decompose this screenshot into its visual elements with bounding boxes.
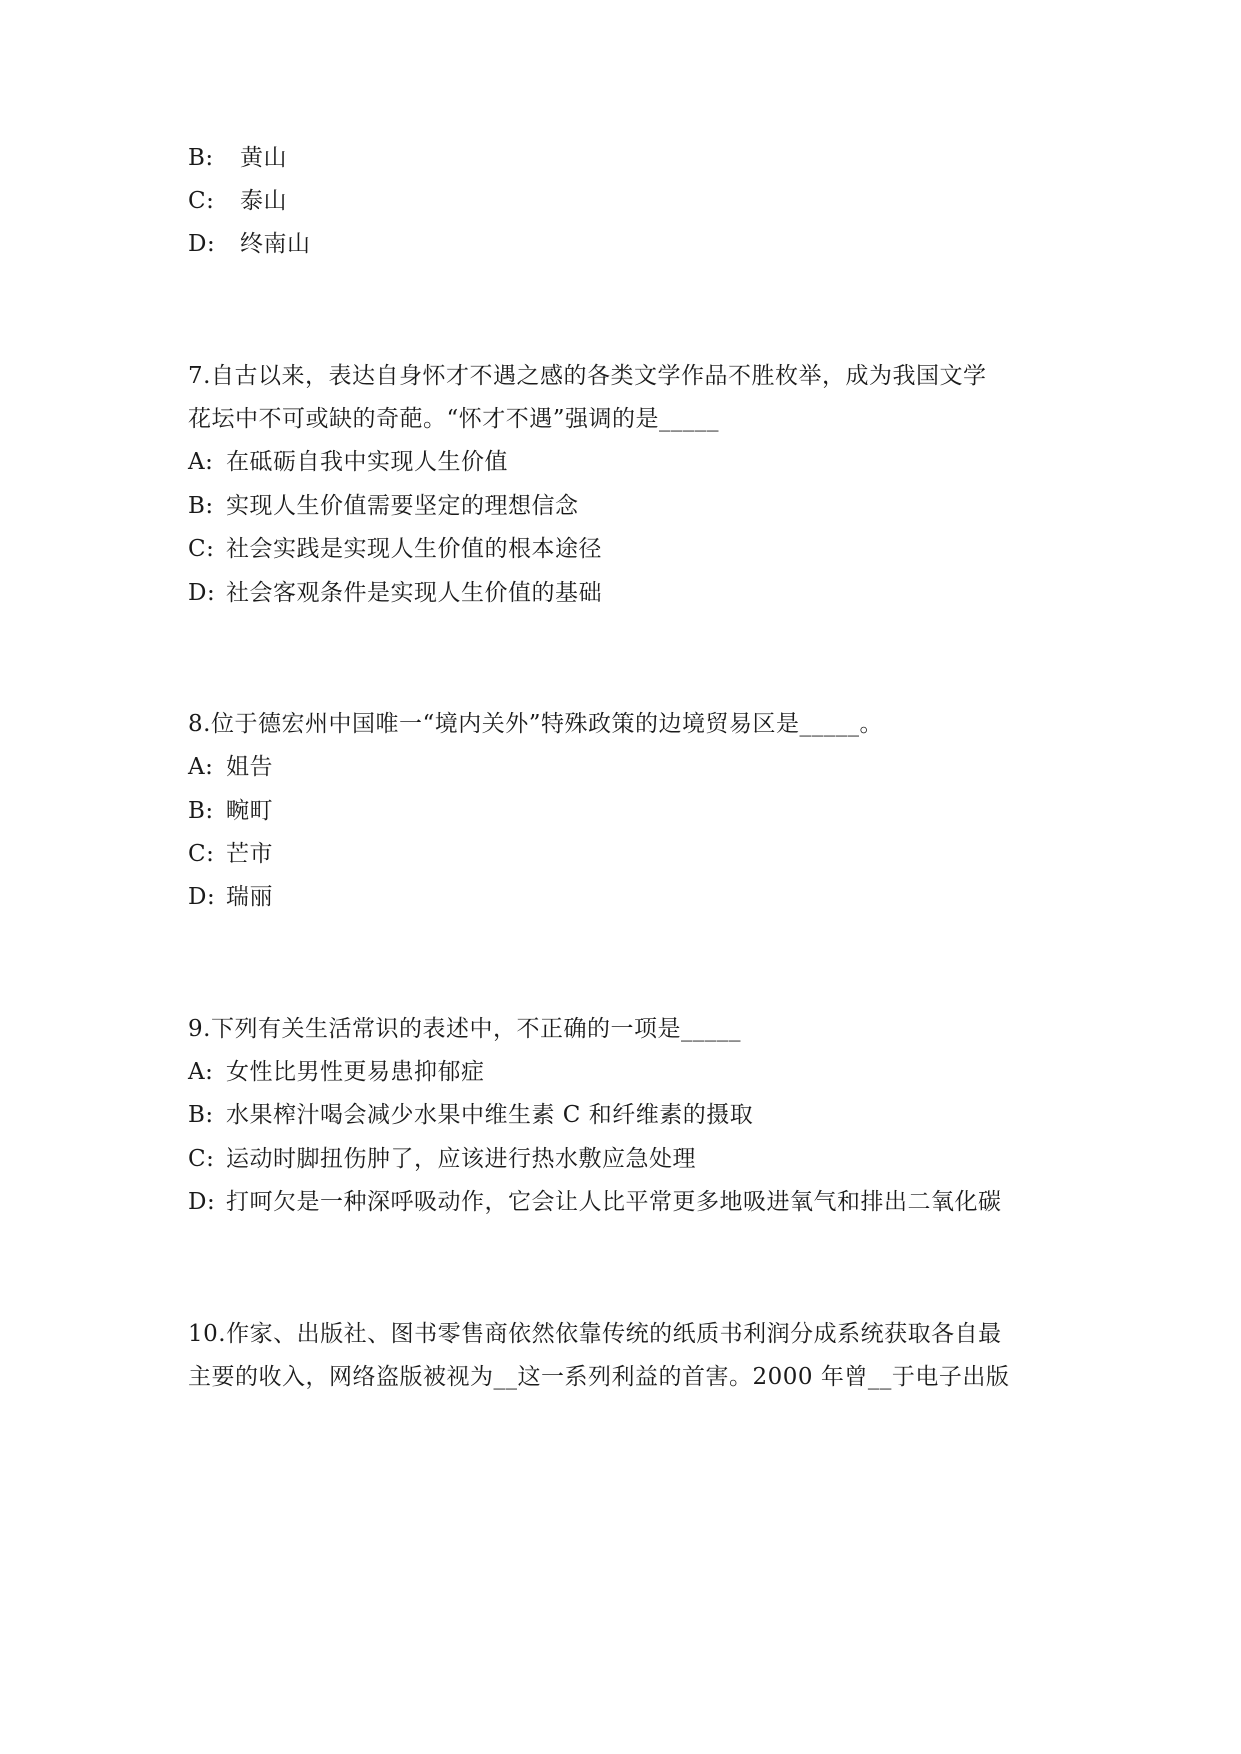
option-label: C: [188,1146,215,1172]
option-text: 泰山 [240,188,287,214]
q9-option-a [188,1057,485,1087]
option-label: D: [188,1189,216,1215]
option-label: B: [188,145,214,171]
option-text: 芒市 [226,841,273,867]
option-text: 实现人生价值需要坚定的理想信念 [226,493,579,519]
option-label: C: [188,841,215,867]
q6-option-d [188,229,311,259]
option-label: D: [188,884,216,910]
option-text: 姐告 [226,754,273,780]
option-label: C: [188,188,215,214]
q9-stem-line1: 9.下列有关生活常识的表述中，不正确的一项是_____ [188,1016,741,1042]
option-label: A: [188,1059,214,1085]
option-text: 在砥砺自我中实现人生价值 [226,449,508,475]
option-text: 瑞丽 [226,884,273,910]
q9-option-b [188,1100,753,1130]
q7-option-b [188,491,579,521]
q7-option-a [188,447,508,477]
q9-option-d [188,1187,1002,1217]
q9-option-c [188,1144,696,1174]
option-text: 社会客观条件是实现人生价值的基础 [226,580,602,606]
option-text: 运动时脚扭伤肿了，应该进行热水敷应急处理 [226,1146,696,1172]
q10-stem-line2: 主要的收入，网络盗版被视为__这一系列利益的首害。2000 年曾__于电子出版 [188,1364,1010,1390]
option-text: 打呵欠是一种深呼吸动作，它会让人比平常更多地吸进氧气和排出二氧化碳 [226,1189,1002,1215]
option-text: 黄山 [240,145,287,171]
option-label: D: [188,231,216,257]
option-label: C: [188,536,215,562]
q6-option-b [188,143,287,173]
q7-stem-line2: 花坛中不可或缺的奇葩。“怀才不遇”强调的是_____ [188,406,720,432]
q8-option-d [188,882,273,912]
option-label: D: [188,580,216,606]
q7-option-d [188,578,602,608]
q10-stem-line1: 10.作家、出版社、图书零售商依然依靠传统的纸质书利润分成系统获取各自最 [188,1321,1002,1347]
q8-stem-line1: 8.位于德宏州中国唯一“境内关外”特殊政策的边境贸易区是_____。 [188,711,883,737]
option-label: A: [188,754,214,780]
option-text: 水果榨汁喝会减少水果中维生素 C 和纤维素的摄取 [226,1102,754,1128]
option-label: A: [188,449,214,475]
option-text: 畹町 [226,798,273,824]
option-text: 终南山 [240,231,311,257]
q7-stem-line1: 7.自古以来，表达自身怀才不遇之感的各类文学作品不胜枚举，成为我国文学 [188,363,987,389]
option-text: 女性比男性更易患抑郁症 [226,1059,485,1085]
option-label: B: [188,493,214,519]
q6-option-c [188,186,287,216]
option-label: B: [188,1102,214,1128]
option-label: B: [188,798,214,824]
q8-option-c [188,839,273,869]
q7-option-c [188,534,602,564]
option-text: 社会实践是实现人生价值的根本途径 [226,536,602,562]
q8-option-a [188,752,273,782]
q8-option-b [188,796,273,826]
